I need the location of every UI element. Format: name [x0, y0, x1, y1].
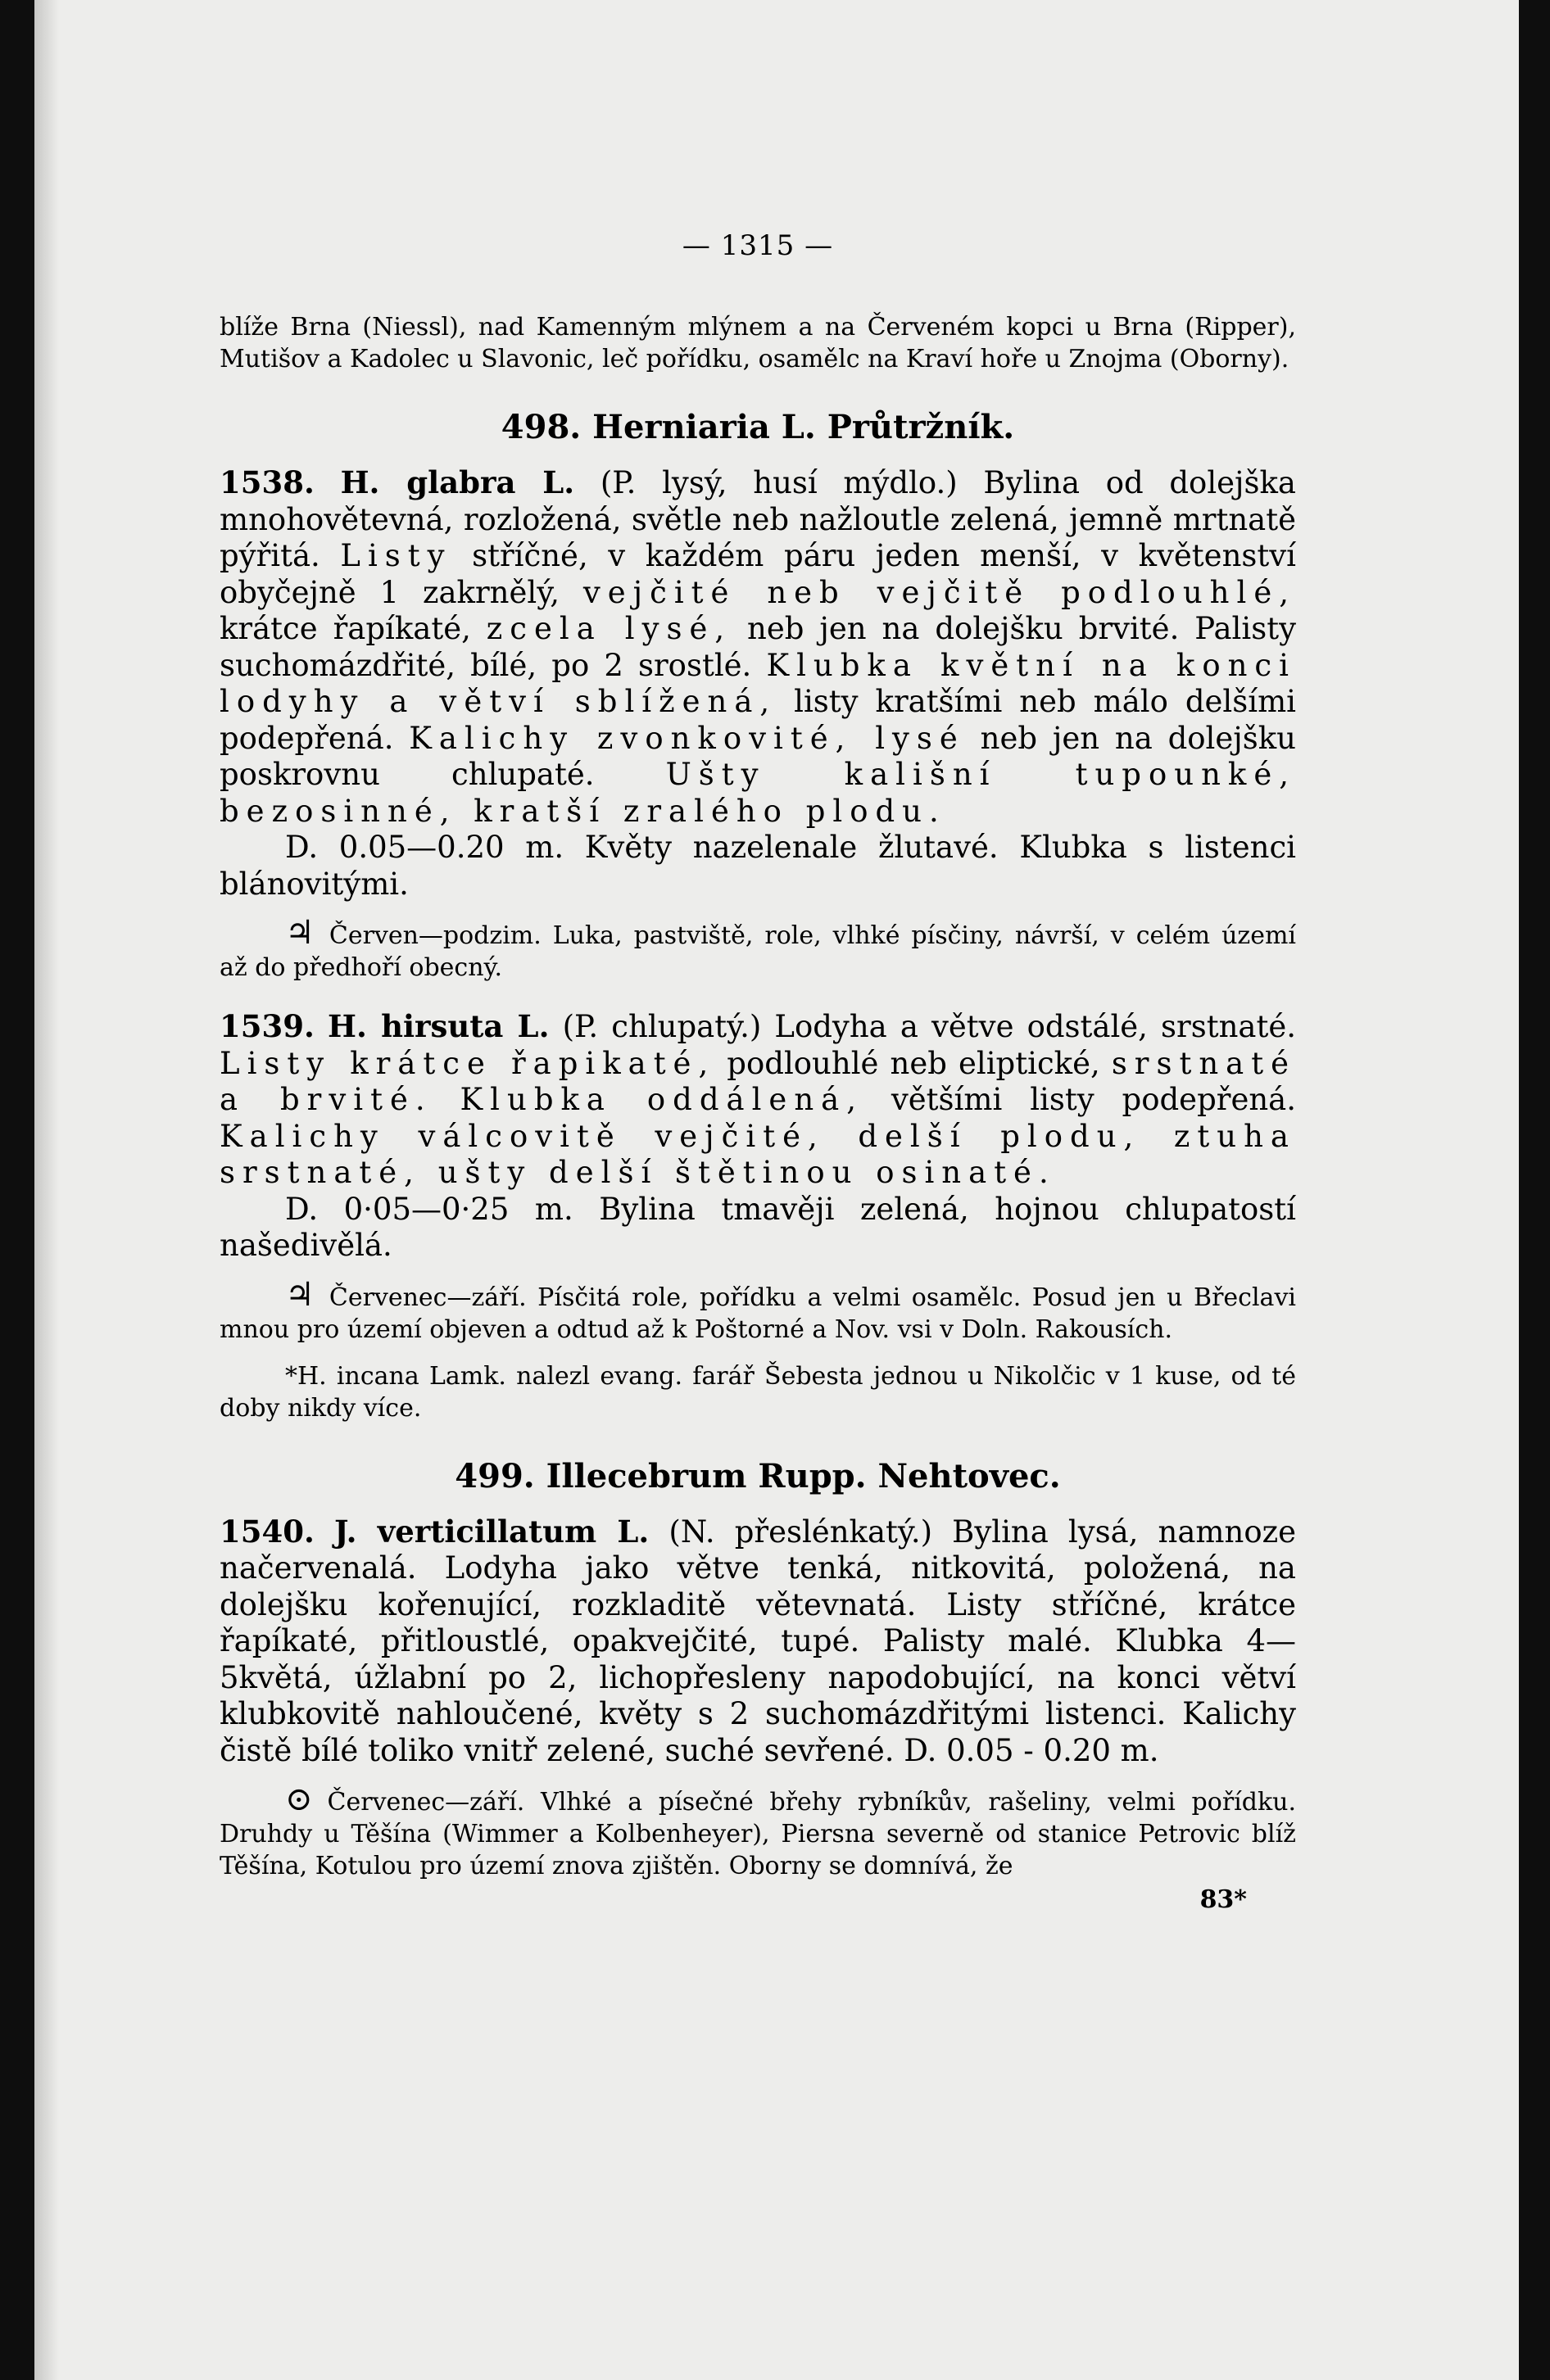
genus-number: 498. [501, 408, 582, 446]
text-run: neb jen na dolejšku brvité. Palisty suchomázdřité, bílé, po 2 srostlé. [220, 611, 1296, 683]
habitat-text: Červenec—září. Písčitá role, pořídku a velmi osamělc. Posud jen u Břeclavi mnou pro území objeven a odtud až k Poštorné a Nov. vsi v Doln. Rakousích. [220, 1283, 1296, 1344]
page-number: — 1315 — [682, 229, 834, 262]
text-run: stříčné, v každém páru jeden menší, v květenství obyčejně 1 zakrnělý, [220, 538, 1296, 610]
spaced-text: Listy [340, 538, 452, 573]
spaced-text: Klubka květní na konci lodyhy a větví sblížená, [220, 647, 1296, 719]
genus-heading-illecebrum [220, 1457, 1296, 1495]
page-content [220, 229, 1296, 1914]
species-1539-description [220, 1008, 1296, 1192]
species-1538-description [220, 464, 1296, 830]
species-1538-dimensions: D. 0.05—0.20 m. Květy nazelenale žlutavé. Klubka s listenci blánovitými. [220, 830, 1296, 902]
species-1540-description [220, 1514, 1296, 1770]
printer-signature: 83* [1199, 1885, 1247, 1914]
text-run: většími listy podepřená. [863, 1082, 1296, 1117]
text-run: neb jen na dolejšku poskrovnu chlupaté. [220, 720, 1296, 792]
species-1539-note: *H. incana Lamk. nalezl evang. farář Šebesta jednou u Nikolčic v 1 kuse, od té doby nikdy více. [220, 1361, 1296, 1423]
species-name: H. hirsuta L. [328, 1008, 550, 1044]
text-run: listy kratšími neb málo delšími podepřená. [220, 684, 1297, 756]
spaced-text: Ušty kališní tupounké, bezosinné, kratší zralého plodu. [220, 757, 1296, 829]
intro-paragraph: blíže Brna (Niessl), nad Kamenným mlýnem a na Červeném kopci u Brna (Ripper), Mutišov a Kadolec u Slavonic, leč pořídku, osamělc na Kraví hoře u Znojma (Oborny). [220, 313, 1296, 373]
text-run: krátce řapíkaté, [220, 611, 487, 646]
annual-icon: ⊙ [285, 1780, 313, 1818]
species-1538-habitat [220, 914, 1296, 984]
spaced-text: zcela lysé, [486, 611, 732, 646]
habitat-text: Červenec—září. Vlhké a písečné břehy rybníkův, rašeliny, velmi pořídku. Druhdy u Těšína (Wimmer a Kolbenheyer), Piersna severně od stanice Petrovic blíž Těšína, Kotulou pro území znova zjištěn. Oborny se domnívá, že [220, 1788, 1296, 1880]
spaced-text: vejčité neb vejčitě podlouhlé, [582, 574, 1296, 610]
species-number: 1538. [220, 464, 315, 500]
species-number: 1539. [220, 1008, 315, 1044]
species-1540-habitat [220, 1780, 1296, 1882]
spaced-text: Listy krátce řapikaté, [220, 1045, 716, 1081]
genus-name: Illecebrum Rupp. Nehtovec. [546, 1456, 1061, 1495]
species-1539-habitat [220, 1275, 1296, 1346]
genus-number: 499. [455, 1456, 535, 1495]
text-run: (P. chlupatý.) Lodyha a větve odstálé, srstnaté. [549, 1009, 1297, 1044]
text-run: podlouhlé neb eliptické, [715, 1045, 1112, 1081]
species-number: 1540. [220, 1513, 315, 1550]
perennial-icon: ♃ [285, 1275, 315, 1314]
species-name: J. verticillatum L. [333, 1513, 650, 1550]
page-edge-shadow [34, 0, 59, 2380]
genus-name: Herniaria L. Průtržník. [592, 408, 1015, 446]
habitat-text: Červen—podzim. Luka, pastviště, role, vlhké písčiny, návrší, v celém území až do předhoří obecný. [220, 921, 1296, 982]
genus-heading-herniaria [220, 408, 1296, 446]
spaced-text: Klubka oddálená, [460, 1082, 863, 1117]
text-run: (P. lysý, husí mýdlo.) Bylina od dolejška mnohovětevná, rozložená, světle neb nažloutle zelená, jemně mrtnatě pýřitá. [220, 465, 1296, 573]
spaced-text: srstnaté a brvité. [220, 1045, 1296, 1117]
text-run: (N. přeslénkatý.) Bylina lysá, namnoze načervenalá. Lodyha jako větve tenká, nitkovitá, položená, na dolejšku kořenující, rozkladitě větevnatá. Listy stříčné, krátce řapíkaté, přitloustlé, opakvejčité, tupé. Palisty malé. Klubka 4—5květá, úžlabní po 2, lichopřeslenу napodobující, na konci větví klubkovitě nahloučené, květy s 2 suchomázdřitými listenci. Kalichy čistě bílé toliko vnitř zelené, suché sevřené. D. 0.05 - 0.20 m. [220, 1514, 1296, 1768]
species-name: H. glabra L. [340, 464, 575, 500]
spaced-text: Kalichy válcovitě vejčité, delší plodu, ztuha srstnaté, ušty delší štětinou osinaté. [220, 1118, 1296, 1190]
species-1539-dimensions: D. 0·05—0·25 m. Bylina tmavěji zelená, hojnou chlupatostí našedivělá. [220, 1191, 1296, 1263]
text-run [433, 1082, 460, 1117]
spaced-text: Kalichy zvonkovité, lysé [409, 720, 965, 756]
perennial-icon: ♃ [285, 914, 315, 952]
